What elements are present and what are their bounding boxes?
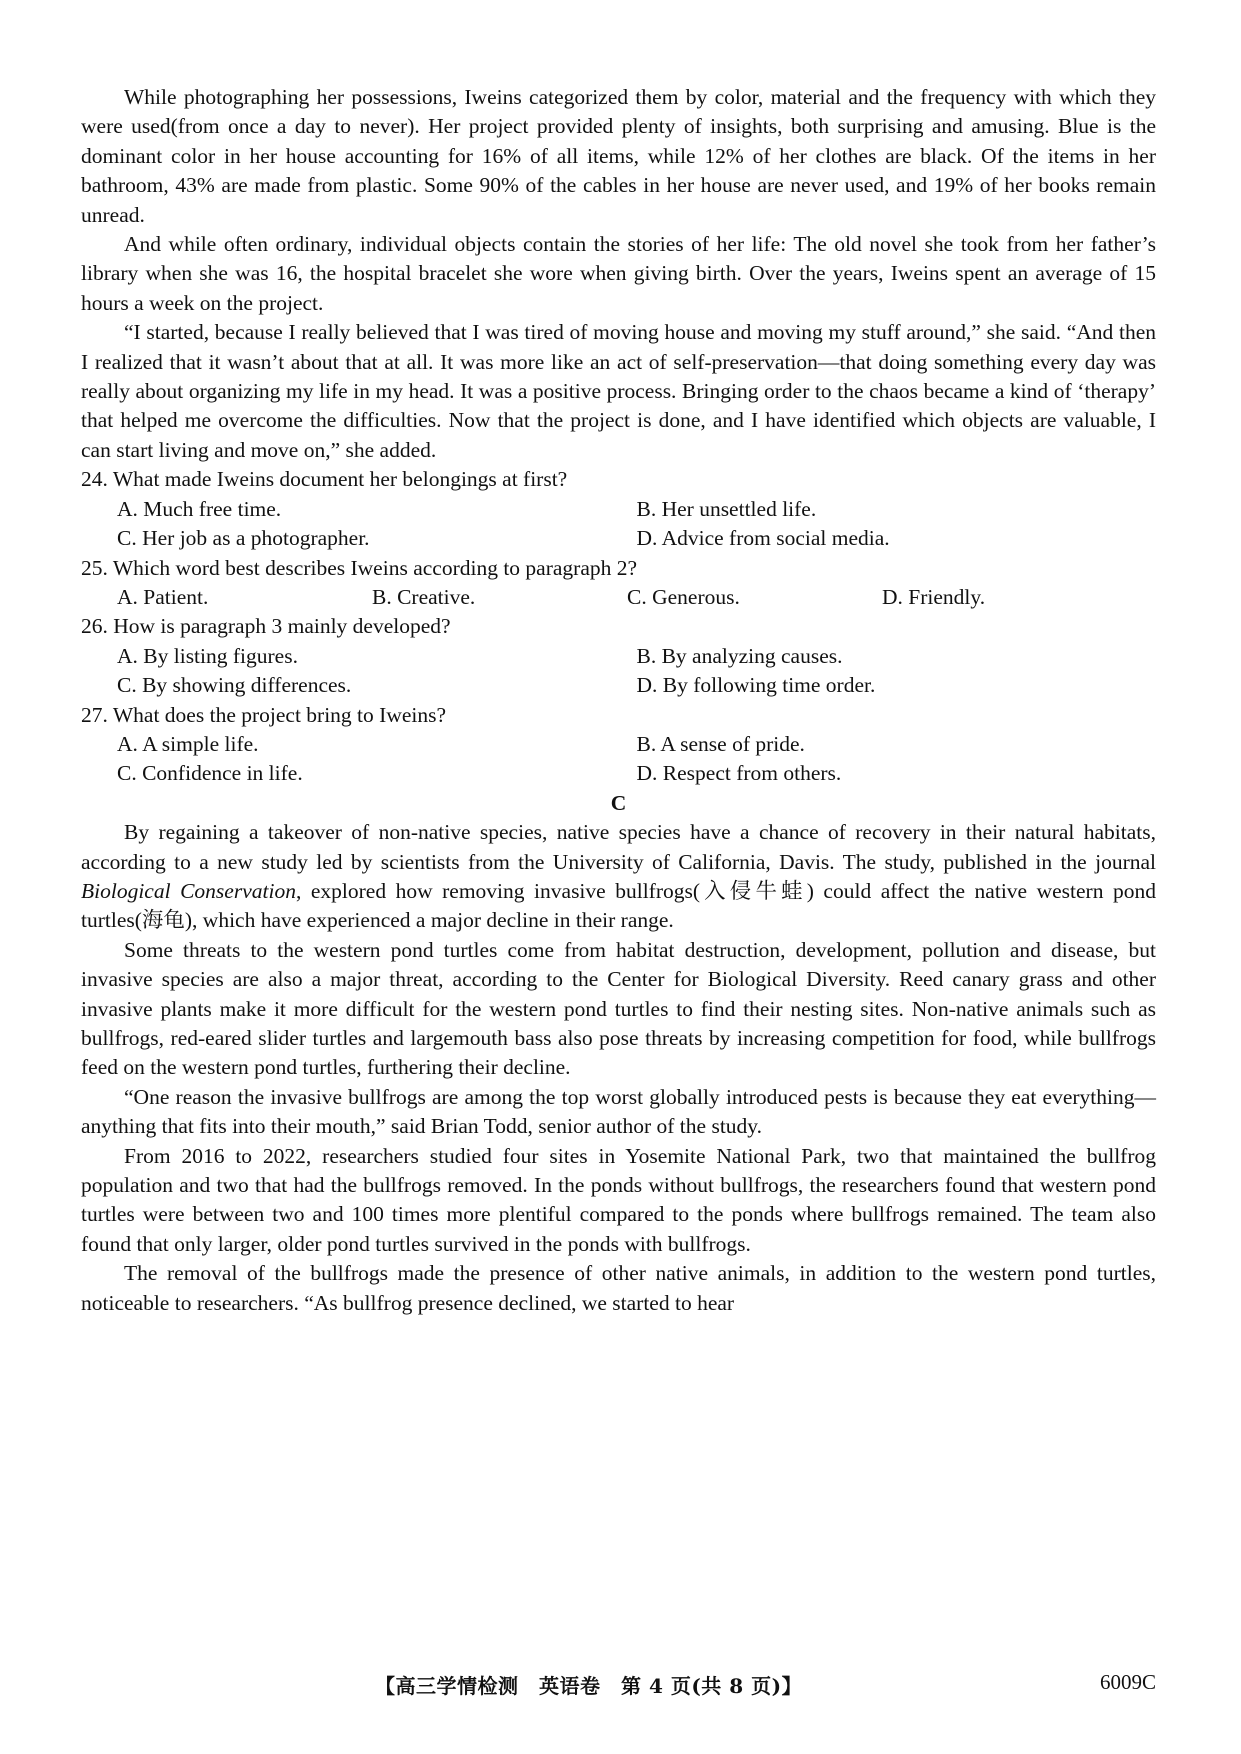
option-c: C. Confidence in life. bbox=[117, 761, 303, 786]
question-text: Which word best describes Iweins according to paragraph 2? bbox=[112, 555, 638, 580]
option-c: C. By showing differences. bbox=[117, 673, 352, 698]
passage-b-paragraph: And while often ordinary, individual objects contain the stories of her life: The old novel she took from her father’s library when she was 16, the hospital bracelet she wore when giving birth. Over the years, Iweins spent an average of 15 hours a week on the project. bbox=[81, 232, 1156, 315]
option-c: C. Her job as a photographer. bbox=[117, 526, 370, 551]
exam-page-label: 【高三学情检测 英语卷 第 4 页(共 8 页)】 bbox=[375, 1674, 803, 1698]
option-b: B. By analyzing causes. bbox=[636, 643, 843, 668]
question-stem bbox=[81, 701, 1156, 730]
option-a: A. By listing figures. bbox=[117, 643, 298, 668]
question-27 bbox=[81, 701, 1156, 789]
answer-options bbox=[81, 583, 1156, 612]
journal-title: Biological Conservation bbox=[81, 878, 296, 903]
passage-c-paragraph bbox=[81, 818, 1156, 936]
page-footer bbox=[0, 1670, 1241, 1700]
question-stem bbox=[81, 554, 1156, 583]
question-24 bbox=[81, 465, 1156, 553]
question-number: 27. bbox=[81, 702, 108, 727]
option-c: C. Generous. bbox=[627, 584, 740, 609]
passage-c-paragraph: The removal of the bullfrogs made the presence of other native animals, in addition to the western pond turtles, noticeable to researchers. “As bullfrog presence declined, we started to hear bbox=[81, 1261, 1156, 1315]
question-26 bbox=[81, 612, 1156, 700]
option-b: B. Her unsettled life. bbox=[636, 496, 817, 521]
question-text: What does the project bring to Iweins? bbox=[112, 702, 447, 727]
option-b: B. A sense of pride. bbox=[636, 731, 805, 756]
question-text: What made Iweins document her belongings at first? bbox=[112, 467, 568, 492]
passage-c-paragraph: “One reason the invasive bullfrogs are among the top worst globally introduced pests is because they eat everything—anything that fits into their mouth,” said Brian Todd, senior author of the study. bbox=[81, 1084, 1156, 1139]
passage-c-paragraph: Some threats to the western pond turtles come from habitat destruction, development, pollution and disease, but invasive species are also a major threat, according to the Center for Biological Diversity. Reed canary grass and other invasive plants make it more difficult for the western pond turtles to find their nesting sites. Non-native animals such as bullfrogs, red-eared slider turtles and largemouth bass also pose threats by increasing competition for food, while bullfrogs feed on the western pond turtles, furthering their decline. bbox=[81, 937, 1156, 1080]
passage-b-paragraph: “I started, because I really believed that I was tired of moving house and moving my stuff around,” she said. “And then I realized that it wasn’t about that at all. It was more like an act of self-preservation—that doing something every day was really about organizing my life in my head. It was a positive process. Bringing order to the chaos became a kind of ‘therapy’ that helped me overcome the difficulties. Now that the project is done, and I have identified which objects are valuable, I can start living and move on,” she added. bbox=[81, 320, 1156, 462]
answer-options bbox=[81, 495, 1156, 554]
question-number: 24. bbox=[81, 467, 108, 492]
answer-options bbox=[81, 642, 1156, 701]
option-d: D. By following time order. bbox=[636, 673, 876, 698]
question-number: 26. bbox=[81, 614, 108, 639]
option-d: D. Respect from others. bbox=[636, 761, 842, 786]
option-d: D. Advice from social media. bbox=[636, 526, 890, 551]
question-number: 25. bbox=[81, 555, 108, 580]
question-25 bbox=[81, 554, 1156, 613]
passage-b-paragraph: While photographing her possessions, Iweins categorized them by color, material and the frequency with which they were used(from once a day to never). Her project provided plenty of insights, both surprising and amusing. Blue is the dominant color in her house accounting for 16% of all items, while 12% of her clothes are black. Of the items in her bathroom, 43% are made from plastic. Some 90% of the cables in her house are never used, and 19% of her books remain unread. bbox=[81, 85, 1156, 227]
paragraph-text: , explored how removing invasive bullfrogs(入侵牛蛙) could affect the native western pond turtles(海龟), which have experienced a major decline in their range. bbox=[81, 878, 1156, 933]
option-d: D. Friendly. bbox=[882, 584, 986, 609]
question-stem bbox=[81, 612, 1156, 641]
passage-c-paragraph: From 2016 to 2022, researchers studied four sites in Yosemite National Park, two that maintained the bullfrog population and two that had the bullfrogs removed. In the ponds without bullfrogs, the researchers found that western pond turtles were between two and 100 times more plentiful compared to the ponds where bullfrogs remained. The team also found that only larger, older pond turtles survived in the ponds with bullfrogs. bbox=[81, 1143, 1156, 1256]
answer-options bbox=[81, 730, 1156, 789]
paragraph-text: By regaining a takeover of non-native species, native species have a chance of recovery in their natural habitats, according to a new study led by scientists from the University of California, Davis. The study, published in the journal bbox=[81, 820, 1156, 874]
question-stem bbox=[81, 465, 1156, 494]
option-a: A. Patient. bbox=[117, 584, 209, 609]
option-a: A. A simple life. bbox=[117, 731, 259, 756]
exam-page-body bbox=[81, 83, 1156, 1318]
option-a: A. Much free time. bbox=[117, 496, 282, 521]
question-text: How is paragraph 3 mainly developed? bbox=[113, 614, 451, 639]
option-b: B. Creative. bbox=[372, 584, 476, 609]
section-heading-c: C bbox=[610, 790, 627, 815]
exam-code: 6009C bbox=[1099, 1670, 1156, 1694]
